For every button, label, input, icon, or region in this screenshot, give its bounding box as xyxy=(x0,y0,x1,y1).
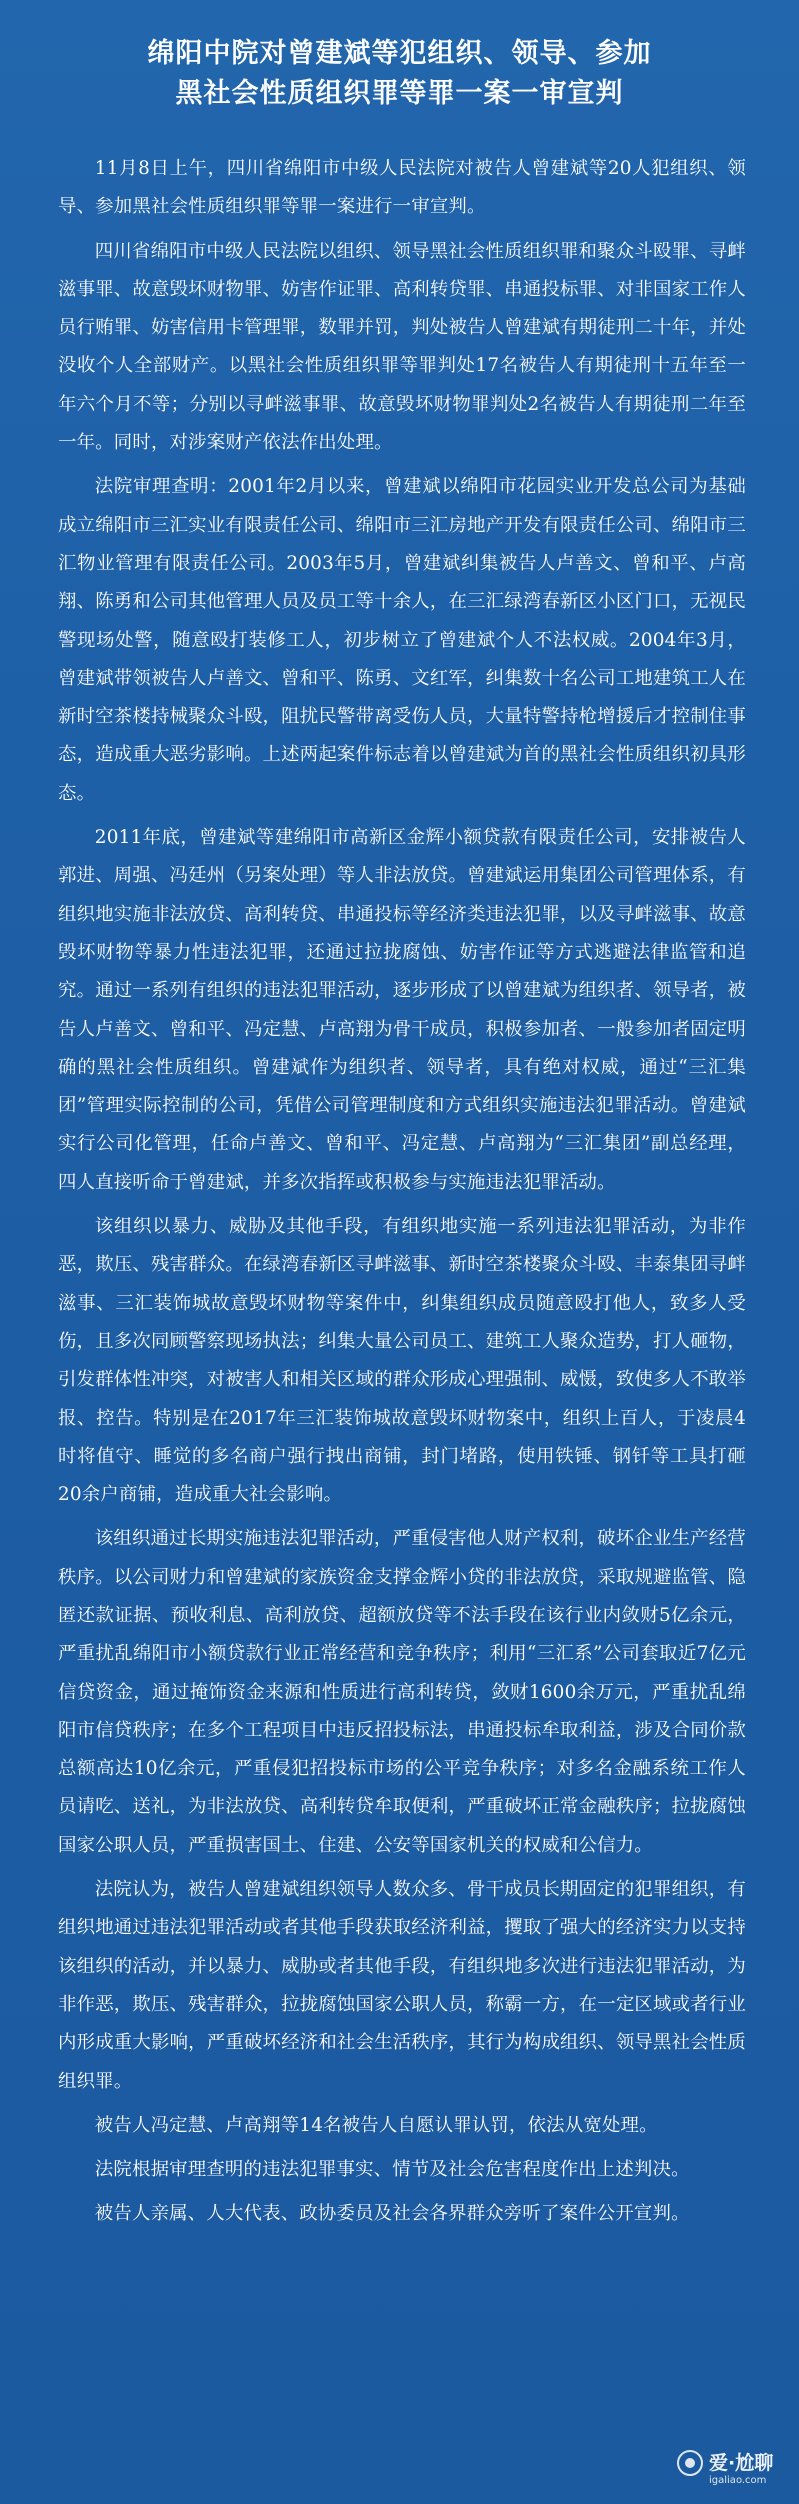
site-watermark xyxy=(677,2448,787,2494)
paragraph-9: 法院根据审理查明的违法犯罪事实、情节及社会危害程度作出上述判决。 xyxy=(94,2159,690,2181)
paragraph-4: 2011年底，曾建斌等建绵阳市高新区金辉小额贷款有限责任公司，安排被告人郭进、周强、冯廷州（另案处理）等人非法放贷。曾建斌运用集团公司管理体系，有组织地实施非法放贷、高利转贷、串通投标等经济类违法犯罪，以及寻衅滋事、故意毁坏财物等暴力性违法犯罪，还通过拉拢腐蚀、妨害作证等方式逃避法律监管和追究。通过一系列有组织的违法犯罪活动，逐步形成了以曾建斌为组织者、领导者，被告人卢善文、曾和平、冯定慧、卢高翔为骨干成员，积极参加者、一般参加者固定明确的黑社会性质组织。曾建斌作为组织者、领导者，具有绝对权威，通过“三汇集团”管理实际控制的公司，凭借公司管理制度和方式组织实施违法犯罪活动。曾建斌实行公司化管理，任命卢善文、曾和平、冯定慧、卢高翔为“三汇集团”副总经理，四人直接听命于曾建斌，并多次指挥或积极参与实施违法犯罪活动。 xyxy=(58,827,746,1193)
paragraph-2: 四川省绵阳市中级人民法院以组织、领导黑社会性质组织罪和聚众斗殴罪、寻衅滋事罪、故意毁坏财物罪、妨害作证罪、高利转贷罪、串通投标罪、对非国家工作人员行贿罪、妨害信用卡管理罪，数罪并罚，判处被告人曾建斌有期徒刑二十年，并处没收个人全部财产。以黑社会性质组织罪等罪判处17名被告人有期徒刑十五年至一年六个月不等；分别以寻衅滋事罪、故意毁坏财物罪判处2名被告人有期徒刑二年至一年。同时，对涉案财产依法作出处理。 xyxy=(58,240,746,454)
paragraph-5: 该组织以暴力、威胁及其他手段，有组织地实施一系列违法犯罪活动，为非作恶，欺压、残害群众。在绿湾春新区寻衅滋事、新时空茶楼聚众斗殴、丰泰集团寻衅滋事、三汇装饰城故意毁坏财物等案件中，纠集组织成员随意殴打他人，致多人受伤，且多次同顾警察现场执法；纠集大量公司员工、建筑工人聚众造势，打人砸物，引发群体性冲突，对被害人和相关区域的群众形成心理强制、威慑，致使多人不敢举报、控告。特别是在2017年三汇装饰城故意毁坏财物案中，组织上百人，于凌晨4时将值守、睡觉的多名商户强行拽出商铺，封门堵路，使用铁锤、钢钎等工具打砸20余户商铺，造成重大社会影响。 xyxy=(58,1216,746,1506)
paragraph-7: 法院认为，被告人曾建斌组织领导人数众多、骨干成员长期固定的犯罪组织，有组织地通过违法犯罪活动或者其他手段获取经济利益，攫取了强大的经济实力以支持该组织的活动，并以暴力、威胁或者其他手段，有组织地多次进行违法犯罪活动，为非作恶，欺压、残害群众，拉拢腐蚀国家公职人员，称霸一方，在一定区域或者行业内形成重大影响，严重破坏经济和社会生活秩序，其行为构成组织、领导黑社会性质组织罪。 xyxy=(58,1879,746,2092)
article-title-line-1: 绵阳中院对曾建斌等犯组织、领导、参加 xyxy=(147,38,652,69)
paragraph-6: 该组织通过长期实施违法犯罪活动，严重侵害他人财产权利，破坏企业生产经营秩序。以公司财力和曾建斌的家族资金支撑金辉小贷的非法放贷，采取规避监管、隐匿还款证据、预收利息、高利放贷、超额放贷等不法手段在该行业内敛财5亿余元，严重扰乱绵阳市小额贷款行业正常经营和竞争秩序；利用“三汇系”公司套取近7亿元信贷资金，通过掩饰资金来源和性质进行高利转贷，敛财1600余万元，严重扰乱绵阳市信贷秩序；在多个工程项目中违反招投标法，串通投标牟取利益，涉及合同价款总额高达10亿余元，严重侵犯招投标市场的公平竞争秩序；对多名金融系统工作人员请吃、送礼，为非法放贷、高利转贷牟取便利，严重破坏正常金融秩序；拉拢腐蚀国家公职人员，严重损害国土、住建、公安等国家机关的权威和公信力。 xyxy=(58,1528,746,1856)
article-title-line-2: 黑社会性质组织罪等罪一案一审宣判 xyxy=(175,78,624,109)
paragraph-8: 被告人冯定慧、卢高翔等14名被告人自愿认罪认罚，依法从宽处理。 xyxy=(94,2114,658,2136)
aigaliao-logo-icon xyxy=(677,2450,703,2476)
watermark-url: igaliao.com xyxy=(709,2475,767,2486)
paragraph-10: 被告人亲属、人大代表、政协委员及社会各界群众旁听了案件公开宣判。 xyxy=(94,2203,690,2225)
article-body xyxy=(58,150,746,2240)
paragraph-1: 11月8日上午，四川省绵阳市中级人民法院对被告人曾建斌等20人犯组织、领导、参加黑社会性质组织罪等罪一案进行一审宣判。 xyxy=(58,158,746,218)
watermark-name: 爱·尬聊 xyxy=(709,2452,774,2474)
paragraph-3: 法院审理查明：2001年2月以来，曾建斌以绵阳市花园实业开发总公司为基础成立绵阳市三汇实业有限责任公司、绵阳市三汇房地产开发有限责任公司、绵阳市三汇物业管理有限责任公司。2003年5月，曾建斌纠集被告人卢善文、曾和平、卢高翔、陈勇和公司其他管理人员及员工等十余人，在三汇绿湾春新区小区门口，无视民警现场处警，随意殴打装修工人，初步树立了曾建斌个人不法权威。2004年3月，曾建斌带领被告人卢善文、曾和平、陈勇、文红军，纠集数十名公司工地建筑工人在新时空茶楼持械聚众斗殴，阻扰民警带离受伤人员，大量特警持枪增援后才控制住事态，造成重大恶劣影响。上述两起案件标志着以曾建斌为首的黑社会性质组织初具形态。 xyxy=(58,476,746,804)
